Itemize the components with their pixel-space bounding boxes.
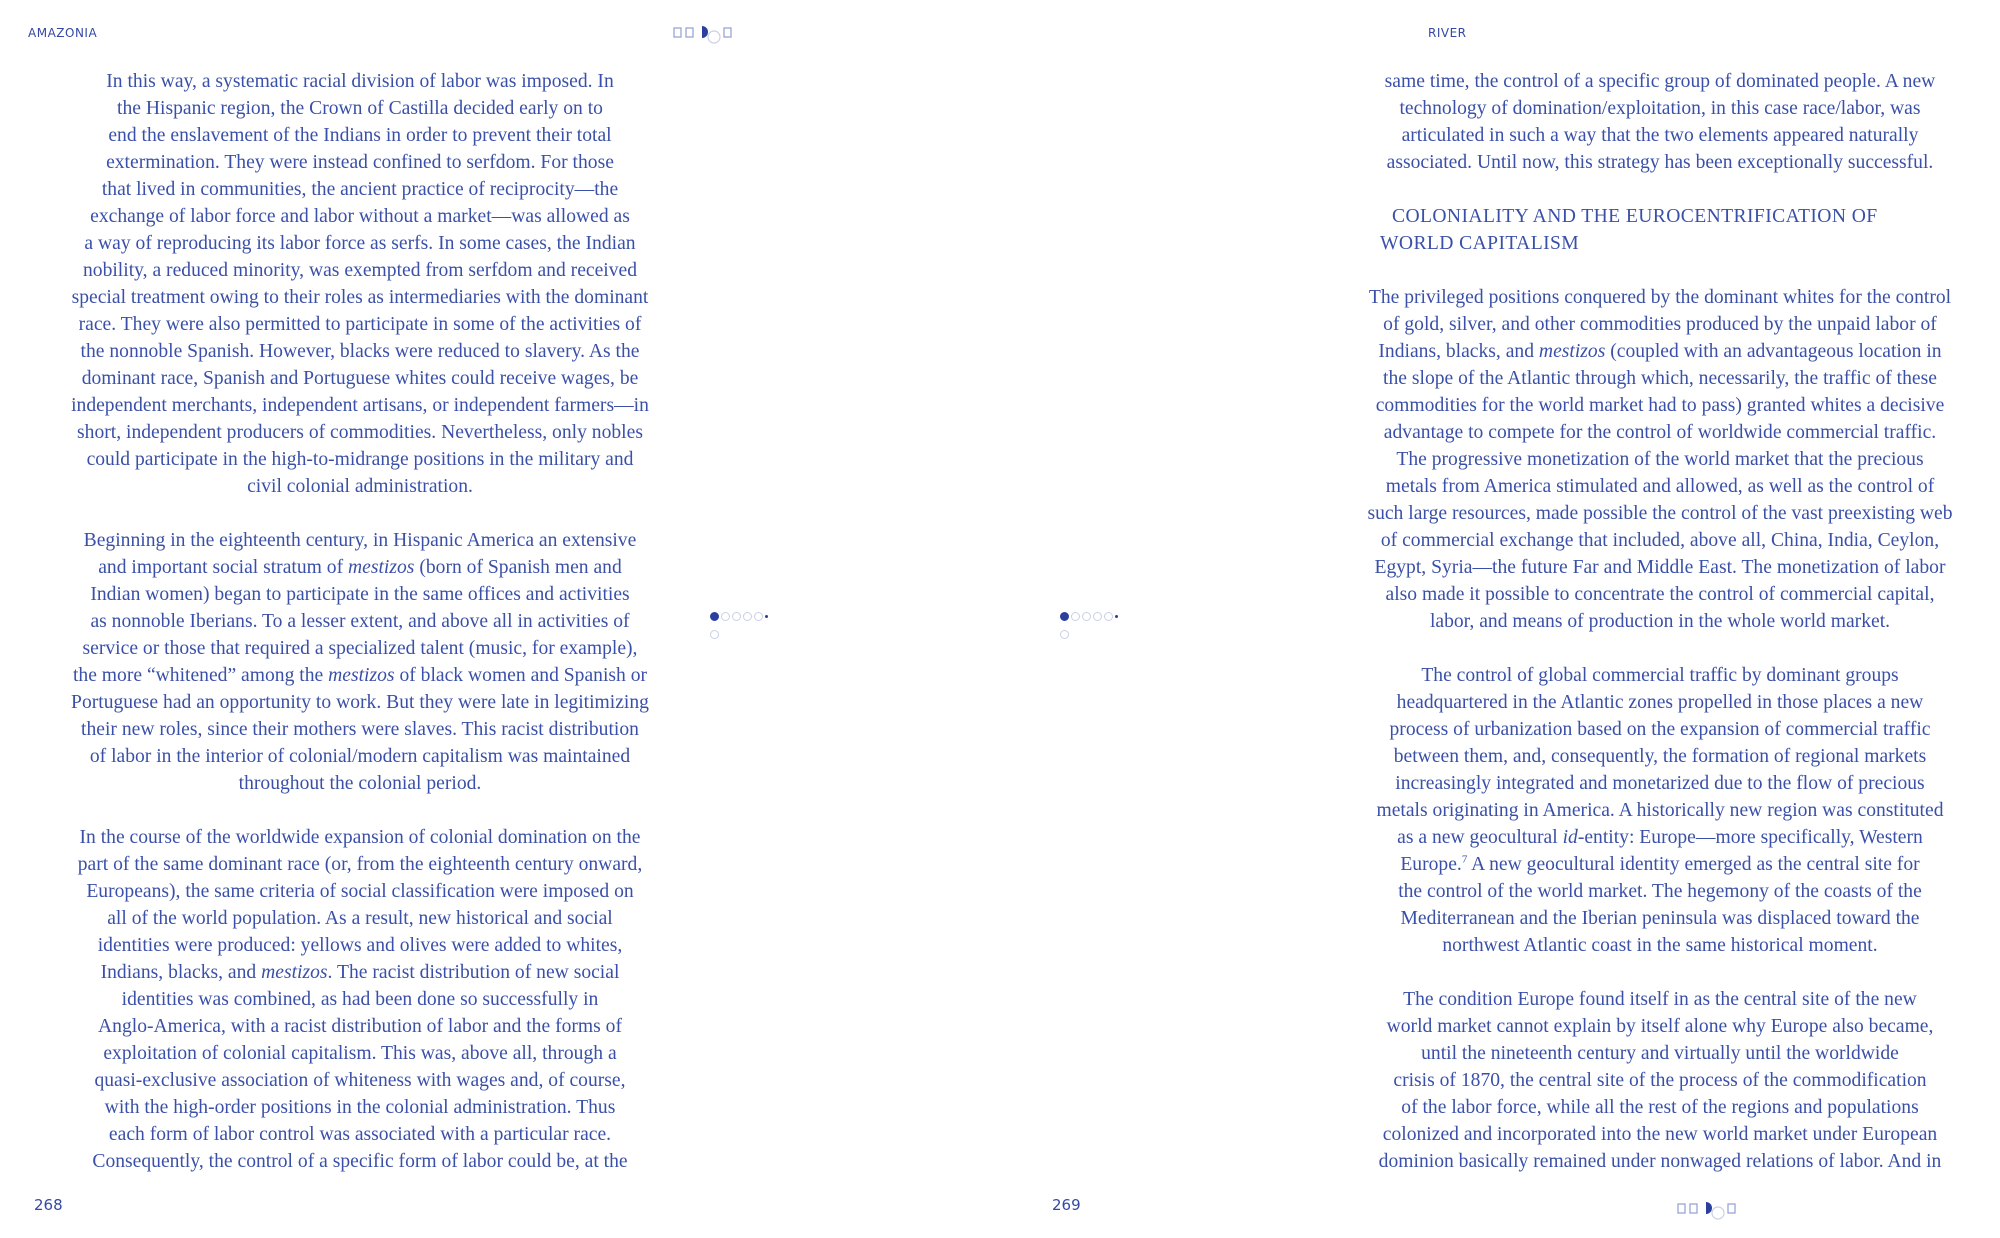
text-line: short, independent producers of commodities. Nevertheless, only nobles <box>77 422 643 443</box>
text-line: quasi-exclusive association of whiteness with wages and, of course, <box>94 1070 626 1091</box>
text-line: Indian women) began to participate in the same offices and activities <box>90 584 630 605</box>
text-line: same time, the control of a specific group of dominated people. A new <box>1384 71 1936 92</box>
text-line: The progressive monetization of the world market that the precious <box>1396 449 1924 470</box>
moon-phase-ornament-icon <box>672 24 744 46</box>
right-paragraph-pre-1 <box>1340 68 1980 176</box>
text-line: of commercial exchange that included, above all, China, India, Ceylon, <box>1380 530 1940 551</box>
text-line: as a new geocultural id-entity: Europe—more specifically, Western <box>1397 827 1923 848</box>
text-line: special treatment owing to their roles as intermediaries with the dominant <box>71 287 649 308</box>
heading-line: COLONIALITY AND THE EUROCENTRIFICATION OF <box>1392 206 1878 227</box>
text-line: extermination. They were instead confined to serfdom. For those <box>106 152 614 173</box>
text-line: all of the world population. As a result, new historical and social <box>107 908 613 929</box>
right-paragraph-1 <box>1340 284 1980 635</box>
text-line: a way of reproducing its labor force as serfs. In some cases, the Indian <box>84 233 636 254</box>
text-line: increasingly integrated and monetarized due to the flow of precious <box>1395 773 1925 794</box>
text-line: exploitation of colonial capitalism. This was, above all, through a <box>103 1043 617 1064</box>
text-line: the nonnoble Spanish. However, blacks were reduced to slavery. As the <box>80 341 640 362</box>
text-line: civil colonial administration. <box>247 476 473 497</box>
text-line: Beginning in the eighteenth century, in Hispanic America an extensive <box>83 530 637 551</box>
text-line: the Hispanic region, the Crown of Castilla decided early on to <box>117 98 603 119</box>
text-line: advantage to compete for the control of worldwide commercial traffic. <box>1383 422 1937 443</box>
text-line: the slope of the Atlantic through which, necessarily, the traffic of these <box>1383 368 1937 389</box>
text-line: Egypt, Syria—the future Far and Middle East. The monetization of labor <box>1374 557 1946 578</box>
text-line: exchange of labor force and labor without a market—was allowed as <box>90 206 630 227</box>
text-line: also made it possible to concentrate the control of commercial capital, <box>1385 584 1935 605</box>
text-line: commodities for the world market had to pass) granted whites a decisive <box>1375 395 1945 416</box>
text-line: dominant race, Spanish and Portuguese whites could receive wages, be <box>81 368 639 389</box>
text-line: Indians, blacks, and mestizos. The racist distribution of new social <box>100 962 620 983</box>
text-line: dominion basically remained under nonwaged relations of labor. And in <box>1378 1151 1942 1172</box>
text-line: with the high-order positions in the colonial administration. Thus <box>104 1097 616 1118</box>
text-line: northwest Atlantic coast in the same historical moment. <box>1442 935 1878 956</box>
text-line: such large resources, made possible the control of the vast preexisting web <box>1367 503 1953 524</box>
page-progress-dots-right-icon <box>1060 612 1118 621</box>
text-line: service or those that required a specialized talent (music, for example), <box>82 638 638 659</box>
text-line: end the enslavement of the Indians in order to prevent their total <box>108 125 612 146</box>
text-line: Anglo-America, with a racist distribution of labor and the forms of <box>98 1016 622 1037</box>
left-paragraph-1 <box>40 68 680 500</box>
left-paragraph-2 <box>40 527 680 797</box>
text-line: labor, and means of production in the whole world market. <box>1429 611 1891 632</box>
text-line: identities were produced: yellows and olives were added to whites, <box>97 935 623 956</box>
text-line: crisis of 1870, the central site of the process of the commodification <box>1393 1070 1927 1091</box>
text-line: race. They were also permitted to participate in some of the activities of <box>78 314 642 335</box>
running-head-left: AMAZONIA <box>28 26 98 40</box>
text-line: between them, and, consequently, the formation of regional markets <box>1393 746 1927 767</box>
text-line: the control of the world market. The hegemony of the coasts of the <box>1398 881 1922 902</box>
text-line: until the nineteenth century and virtually until the worldwide <box>1421 1043 1899 1064</box>
text-line: In the course of the worldwide expansion of colonial domination on the <box>79 827 641 848</box>
text-line: Mediterranean and the Iberian peninsula was displaced toward the <box>1400 908 1920 929</box>
folio-right: 269 <box>1052 1196 1081 1214</box>
text-line: Europeans), the same criteria of social classification were imposed on <box>86 881 634 902</box>
text-line: headquartered in the Atlantic zones propelled in those places a new <box>1396 692 1924 713</box>
text-line: Indians, blacks, and mestizos (coupled with an advantageous location in <box>1378 341 1942 362</box>
heading-line: WORLD CAPITALISM <box>1380 233 1580 254</box>
text-line: world market cannot explain by itself alone why Europe also became, <box>1386 1016 1934 1037</box>
text-line: The privileged positions conquered by the dominant whites for the control <box>1368 287 1952 308</box>
text-line: The condition Europe found itself in as the central site of the new <box>1403 989 1917 1010</box>
text-line: colonized and incorporated into the new world market under European <box>1382 1124 1938 1145</box>
text-line: Portuguese had an opportunity to work. But they were late in legitimizing <box>71 692 649 713</box>
text-line: of gold, silver, and other commodities produced by the unpaid labor of <box>1383 314 1937 335</box>
text-line: Consequently, the control of a specific form of labor could be, at the <box>92 1151 628 1172</box>
folio-left: 268 <box>34 1196 63 1214</box>
left-paragraph-3 <box>40 824 680 1175</box>
text-line: Europe.$^7$ A new geocultural identity emerged as the central site for <box>1400 853 1920 875</box>
text-line: of labor in the interior of colonial/modern capitalism was maintained <box>89 746 631 767</box>
progress-dot-right-extra-icon <box>1060 630 1069 639</box>
section-heading <box>1380 203 1940 257</box>
text-line: The control of global commercial traffic by dominant groups <box>1421 665 1899 686</box>
text-line: that lived in communities, the ancient practice of reciprocity—the <box>101 179 619 200</box>
text-line: throughout the colonial period. <box>238 773 482 794</box>
text-line: and important social stratum of mestizos (born of Spanish men and <box>98 557 622 578</box>
text-line: process of urbanization based on the expansion of commercial traffic <box>1389 719 1931 740</box>
page-progress-dots-left-icon <box>710 612 768 621</box>
text-line: independent merchants, independent artisans, or independent farmers—in <box>71 395 649 416</box>
moon-phase-ornament-footer-icon <box>1676 1200 1748 1222</box>
text-line: In this way, a systematic racial division of labor was imposed. In <box>106 71 614 92</box>
text-line: nobility, a reduced minority, was exempted from serfdom and received <box>82 260 638 281</box>
text-line: articulated in such a way that the two elements appeared naturally <box>1401 125 1919 146</box>
text-line: technology of domination/exploitation, in this case race/labor, was <box>1399 98 1921 119</box>
text-line: associated. Until now, this strategy has been exceptionally successful. <box>1386 152 1934 173</box>
text-line: metals from America stimulated and allowed, as well as the control of <box>1385 476 1935 497</box>
text-line: could participate in the high-to-midrange positions in the military and <box>86 449 634 470</box>
text-line: their new roles, since their mothers were slaves. This racist distribution <box>81 719 639 740</box>
text-line: as nonnoble Iberians. To a lesser extent, and above all in activities of <box>90 611 630 632</box>
right-paragraph-3 <box>1340 986 1980 1175</box>
text-line: of the labor force, while all the rest of the regions and populations <box>1401 1097 1919 1118</box>
text-line: identities was combined, as had been done so successfully in <box>121 989 599 1010</box>
right-paragraph-2 <box>1340 662 1980 959</box>
text-line: part of the same dominant race (or, from the eighteenth century onward, <box>77 854 643 875</box>
progress-dot-left-extra-icon <box>710 630 719 639</box>
running-head-right: RIVER <box>1428 26 1467 40</box>
text-line: each form of labor control was associated with a particular race. <box>108 1124 612 1145</box>
text-line: metals originating in America. A historically new region was constituted <box>1376 800 1944 821</box>
text-line: the more “whitened” among the mestizos of black women and Spanish or <box>72 665 648 686</box>
